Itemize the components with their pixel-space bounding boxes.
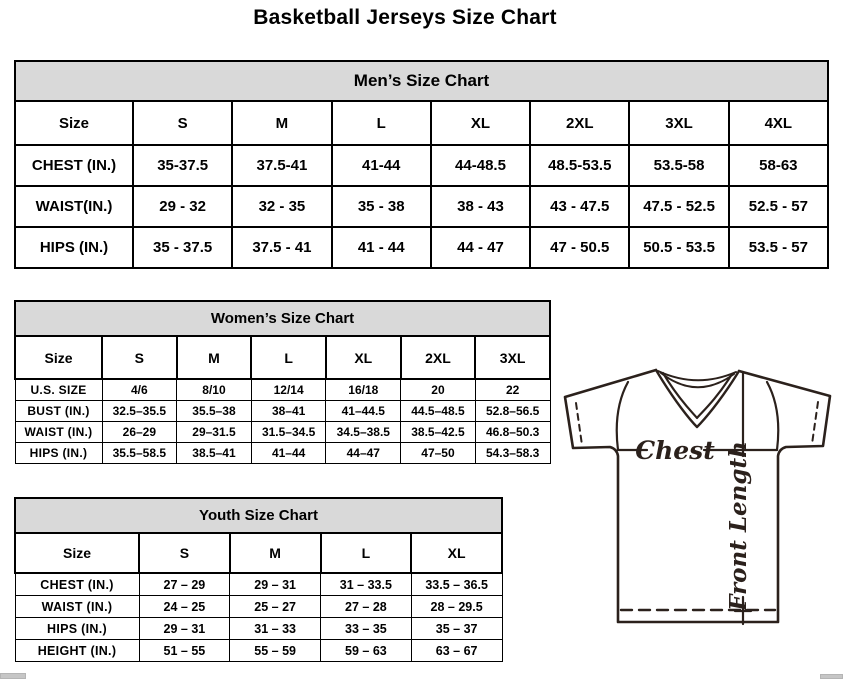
- value-cell: 31.5–34.5: [251, 422, 326, 443]
- value-cell: 20: [401, 379, 476, 401]
- size-cell: XL: [326, 336, 401, 379]
- value-cell: 44.5–48.5: [401, 401, 476, 422]
- scrollbar-fragment-right[interactable]: [820, 674, 843, 679]
- value-cell: 28 – 29.5: [411, 596, 502, 618]
- measurement-label: U.S. SIZE: [15, 379, 102, 401]
- value-cell: 52.8–56.5: [475, 401, 550, 422]
- value-cell: 51 – 55: [139, 640, 230, 662]
- value-cell: 53.5 - 57: [729, 227, 828, 268]
- size-cell: M: [232, 101, 331, 145]
- measurement-label: HEIGHT (IN.): [15, 640, 139, 662]
- value-cell: 44 - 47: [431, 227, 530, 268]
- value-cell: 48.5-53.5: [530, 145, 629, 186]
- chest-label: Chest: [635, 436, 715, 465]
- value-cell: 44-48.5: [431, 145, 530, 186]
- table-row: [15, 379, 550, 401]
- size-cell: S: [102, 336, 177, 379]
- value-cell: 35 - 37.5: [133, 227, 232, 268]
- table-row: [15, 145, 828, 186]
- value-cell: 27 – 29: [139, 573, 230, 596]
- measurement-label: HIPS (IN.): [15, 618, 139, 640]
- value-cell: 41-44: [332, 145, 431, 186]
- size-cell: XL: [411, 533, 502, 573]
- value-cell: 25 – 27: [230, 596, 321, 618]
- scrollbar-fragment-left[interactable]: [0, 673, 26, 679]
- size-cell: 2XL: [530, 101, 629, 145]
- table-row: [15, 640, 502, 662]
- measurement-label: HIPS (IN.): [15, 443, 102, 464]
- measurement-label: CHEST (IN.): [15, 573, 139, 596]
- value-cell: 22: [475, 379, 550, 401]
- value-cell: 58-63: [729, 145, 828, 186]
- value-cell: 47 - 50.5: [530, 227, 629, 268]
- value-cell: 8/10: [177, 379, 252, 401]
- value-cell: 29 – 31: [230, 573, 321, 596]
- value-cell: 63 – 67: [411, 640, 502, 662]
- value-cell: 44–47: [326, 443, 401, 464]
- value-cell: 41–44.5: [326, 401, 401, 422]
- value-cell: 29 – 31: [139, 618, 230, 640]
- page-title: Basketball Jerseys Size Chart: [253, 6, 557, 29]
- size-cell: XL: [431, 101, 530, 145]
- value-cell: 46.8–50.3: [475, 422, 550, 443]
- table-row: [15, 573, 502, 596]
- measurement-label: HIPS (IN.): [15, 227, 133, 268]
- value-cell: 38 - 43: [431, 186, 530, 227]
- size-cell: M: [177, 336, 252, 379]
- table-row: [15, 227, 828, 268]
- value-cell: 35.5–58.5: [102, 443, 177, 464]
- value-cell: 41 - 44: [332, 227, 431, 268]
- size-header-cell: Size: [15, 336, 102, 379]
- value-cell: 53.5-58: [629, 145, 728, 186]
- measurement-label: BUST (IN.): [15, 401, 102, 422]
- value-cell: 52.5 - 57: [729, 186, 828, 227]
- value-cell: 32 - 35: [232, 186, 331, 227]
- value-cell: 4/6: [102, 379, 177, 401]
- value-cell: 47.5 - 52.5: [629, 186, 728, 227]
- value-cell: 31 – 33: [230, 618, 321, 640]
- value-cell: 37.5-41: [232, 145, 331, 186]
- value-cell: 50.5 - 53.5: [629, 227, 728, 268]
- size-cell: 4XL: [729, 101, 828, 145]
- table-row: [15, 422, 550, 443]
- value-cell: 26–29: [102, 422, 177, 443]
- value-cell: 29 - 32: [133, 186, 232, 227]
- size-cell: S: [139, 533, 230, 573]
- value-cell: 12/14: [251, 379, 326, 401]
- size-cell: M: [230, 533, 321, 573]
- size-cell: 2XL: [401, 336, 476, 379]
- measurement-label: WAIST(IN.): [15, 186, 133, 227]
- table-row: [15, 443, 550, 464]
- measurement-label: WAIST (IN.): [15, 596, 139, 618]
- value-cell: 29–31.5: [177, 422, 252, 443]
- size-cell: L: [251, 336, 326, 379]
- womens-table-header: Women’s Size Chart: [15, 301, 550, 336]
- value-cell: 47–50: [401, 443, 476, 464]
- size-cell: S: [133, 101, 232, 145]
- value-cell: 35 - 38: [332, 186, 431, 227]
- value-cell: 31 – 33.5: [321, 573, 412, 596]
- size-cell: L: [321, 533, 412, 573]
- measurement-label: WAIST (IN.): [15, 422, 102, 443]
- size-header-cell: Size: [15, 101, 133, 145]
- value-cell: 38.5–41: [177, 443, 252, 464]
- size-cell: 3XL: [475, 336, 550, 379]
- front-length-label: Front Length: [725, 441, 752, 611]
- value-cell: 32.5–35.5: [102, 401, 177, 422]
- value-cell: 33.5 – 36.5: [411, 573, 502, 596]
- value-cell: 35.5–38: [177, 401, 252, 422]
- value-cell: 34.5–38.5: [326, 422, 401, 443]
- table-row: [15, 186, 828, 227]
- table-row: [15, 618, 502, 640]
- value-cell: 16/18: [326, 379, 401, 401]
- value-cell: 54.3–58.3: [475, 443, 550, 464]
- value-cell: 33 – 35: [321, 618, 412, 640]
- value-cell: 35 – 37: [411, 618, 502, 640]
- womens-size-table: [14, 300, 551, 464]
- table-row: [15, 596, 502, 618]
- jersey-outline: [565, 370, 830, 622]
- value-cell: 37.5 - 41: [232, 227, 331, 268]
- value-cell: 41–44: [251, 443, 326, 464]
- value-cell: 55 – 59: [230, 640, 321, 662]
- mens-table-header: Men’s Size Chart: [15, 61, 828, 101]
- size-cell: 3XL: [629, 101, 728, 145]
- jersey-diagram: [553, 360, 843, 672]
- size-header-cell: Size: [15, 533, 139, 573]
- value-cell: 35-37.5: [133, 145, 232, 186]
- value-cell: 38–41: [251, 401, 326, 422]
- table-row: [15, 401, 550, 422]
- value-cell: 59 – 63: [321, 640, 412, 662]
- value-cell: 38.5–42.5: [401, 422, 476, 443]
- value-cell: 43 - 47.5: [530, 186, 629, 227]
- youth-size-table: [14, 497, 503, 662]
- value-cell: 27 – 28: [321, 596, 412, 618]
- measurement-label: CHEST (IN.): [15, 145, 133, 186]
- youth-table-header: Youth Size Chart: [15, 498, 502, 533]
- size-cell: L: [332, 101, 431, 145]
- value-cell: 24 – 25: [139, 596, 230, 618]
- mens-size-table: [14, 60, 829, 269]
